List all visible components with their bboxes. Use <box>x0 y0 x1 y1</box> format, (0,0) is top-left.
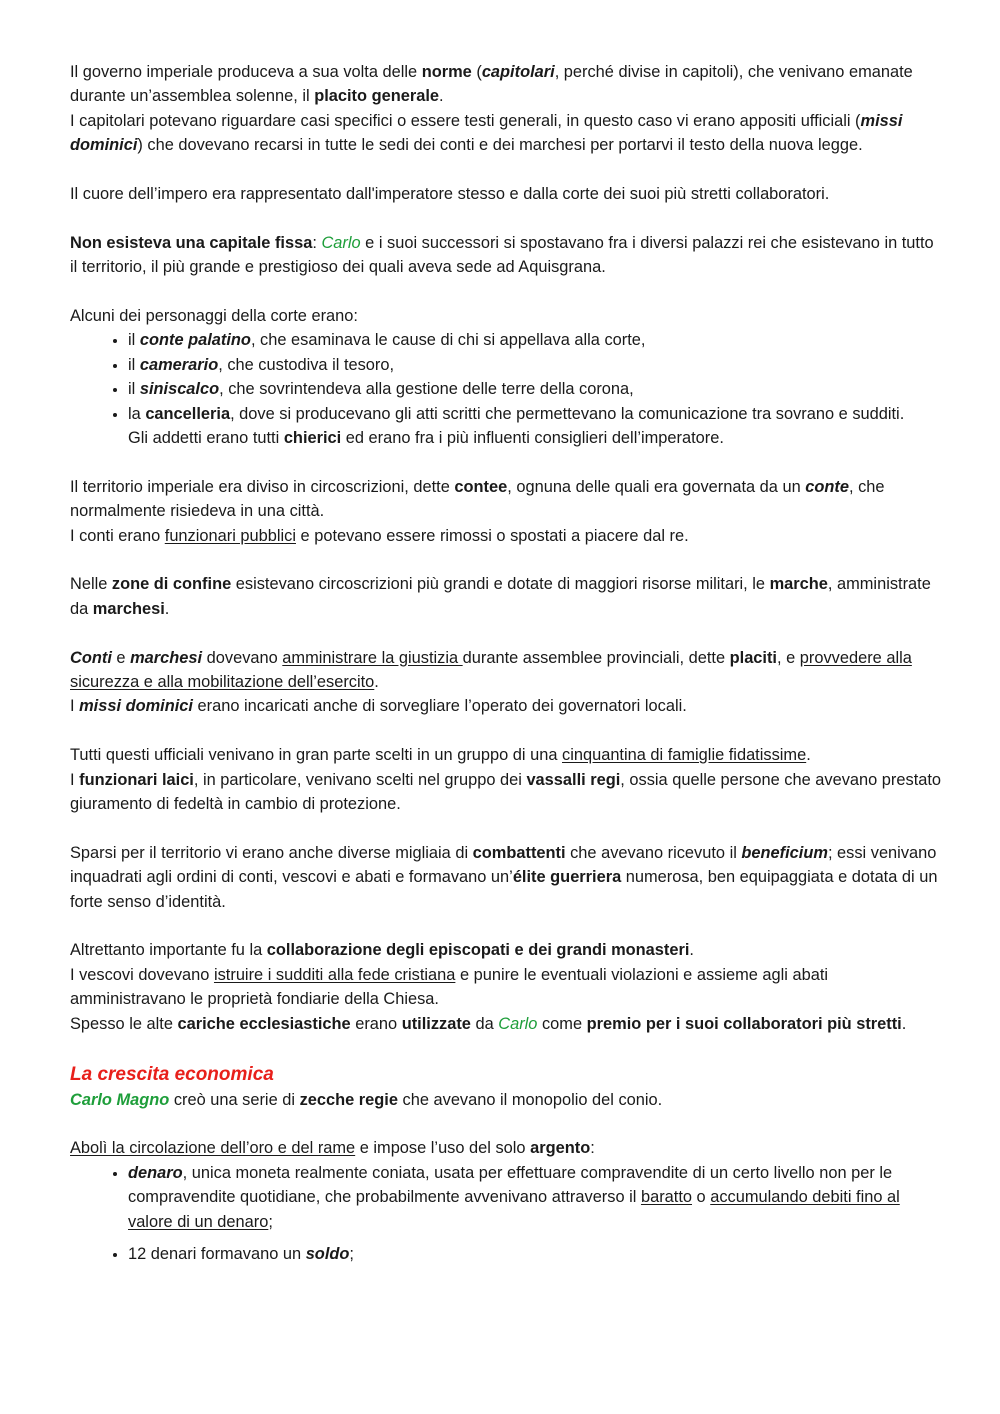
paragraph-corte-intro: Alcuni dei personaggi della corte erano: <box>70 307 358 326</box>
section-heading-crescita-economica: La crescita economica <box>70 1063 274 1085</box>
list-item: • 12 denari formavano un soldo; <box>128 1242 942 1266</box>
paragraph-giustizia: Conti e marchesi dovevano amministrare la giustizia durante assemblee provinciali, dette placiti, e provvedere alla sicurezza e alla mobilitazione dell’esercito. <box>70 648 912 692</box>
paragraph-vassalli: I funzionari laici, in particolare, venivano scelti nel gruppo dei vassalli regi, ossia quelle persone che avevano prestato giuramento di fedeltà in cambio di protezione. <box>70 770 942 814</box>
paragraph-conti: I conti erano funzionari pubblici e potevano essere rimossi o spostati a piacere dal re. <box>70 526 689 545</box>
paragraph-contee: Il territorio imperiale era diviso in circoscrizioni, dette contee, ognuna delle quali era governata da un conte, che normalmente risiedeva in una città. <box>70 477 885 521</box>
paragraph-cariche: Spesso le alte cariche ecclesiastiche erano utilizzate da Carlo come premio per i suoi collaboratori più stretti. <box>70 1014 907 1033</box>
list-item: • il siniscalco, che sovrintendeva alla gestione delle terre della corona, <box>128 377 942 401</box>
paragraph-missi: I missi dominici erano incaricati anche di sorvegliare l’operato dei governatori locali. <box>70 697 687 716</box>
list-item: • il conte palatino, che esaminava le cause di chi si appellava alla corte, <box>128 328 942 352</box>
paragraph-capitolari: I capitolari potevano riguardare casi specifici o essere testi generali, in questo caso vi erano appositi ufficiali (missi dominici) che dovevano recarsi in tutte le sedi dei conti e dei marchesi per portarvi il testo della nuova legge. <box>70 111 903 155</box>
paragraph-cuore-impero: Il cuore dell’impero era rappresentato dall'imperatore stesso e dalla corte dei suoi più stretti collaboratori. <box>70 185 830 204</box>
court-list <box>70 328 942 426</box>
paragraph-famiglie: Tutti questi ufficiali venivano in gran parte scelti in un gruppo di una cinquantina di famiglie fidatissime. <box>70 746 811 765</box>
paragraph-episcopati: Altrettanto importante fu la collaborazione degli episcopati e dei grandi monasteri. <box>70 941 694 960</box>
list-item: • la cancelleria, dove si producevano gli atti scritti che permettevano la comunicazione tra sovrano e sudditi. <box>128 402 942 426</box>
list-item: • denaro, unica moneta realmente coniata, usata per effettuare compravendite di un certo livello non per le compravendite quotidiane, che probabilmente avvenivano attraverso il baratto o accumulando debiti fino al valore di un denaro; <box>128 1161 942 1234</box>
paragraph-capitale: Non esisteva una capitale fissa: Carlo e i suoi successori si spostavano fra i diversi palazzi rei che esistevano in tutto il territorio, il più grande e prestigioso dei quali aveva sede ad Aquisgrana. <box>70 233 934 277</box>
paragraph-marche: Nelle zone di confine esistevano circoscrizioni più grandi e dotate di maggiori risorse militari, le marche, amministrate da marchesi. <box>70 575 931 618</box>
list-item: • il camerario, che custodiva il tesoro, <box>128 353 942 377</box>
paragraph-zecche: Carlo Magno creò una serie di zecche regie che avevano il monopolio del conio. <box>70 1090 663 1109</box>
paragraph-norme: Il governo imperiale produceva a sua volta delle norme (capitolari, perché divise in capitoli), che venivano emanate durante un’assemblea solenne, il placito generale. <box>70 63 913 106</box>
money-list <box>70 1161 942 1267</box>
document-body <box>70 60 942 1291</box>
paragraph-vescovi: I vescovi dovevano istruire i sudditi alla fede cristiana e punire le eventuali violazioni e assieme agli abati amministravano le proprietà fondiarie della Chiesa. <box>70 965 829 1009</box>
paragraph-argento: Abolì la circolazione dell’oro e del rame e impose l’uso del solo argento: <box>70 1139 595 1158</box>
paragraph-chierici: Gli addetti erano tutti chierici ed erano fra i più influenti consiglieri dell’imperatore. <box>128 429 724 448</box>
paragraph-combattenti: Sparsi per il territorio vi erano anche diverse migliaia di combattenti che avevano ricevuto il beneficium; essi venivano inquadrati agli ordini di conti, vescovi e abati e formavano un’élite guerriera numerosa, ben equipaggiata e dotata di un forte senso d’identità. <box>70 843 938 911</box>
